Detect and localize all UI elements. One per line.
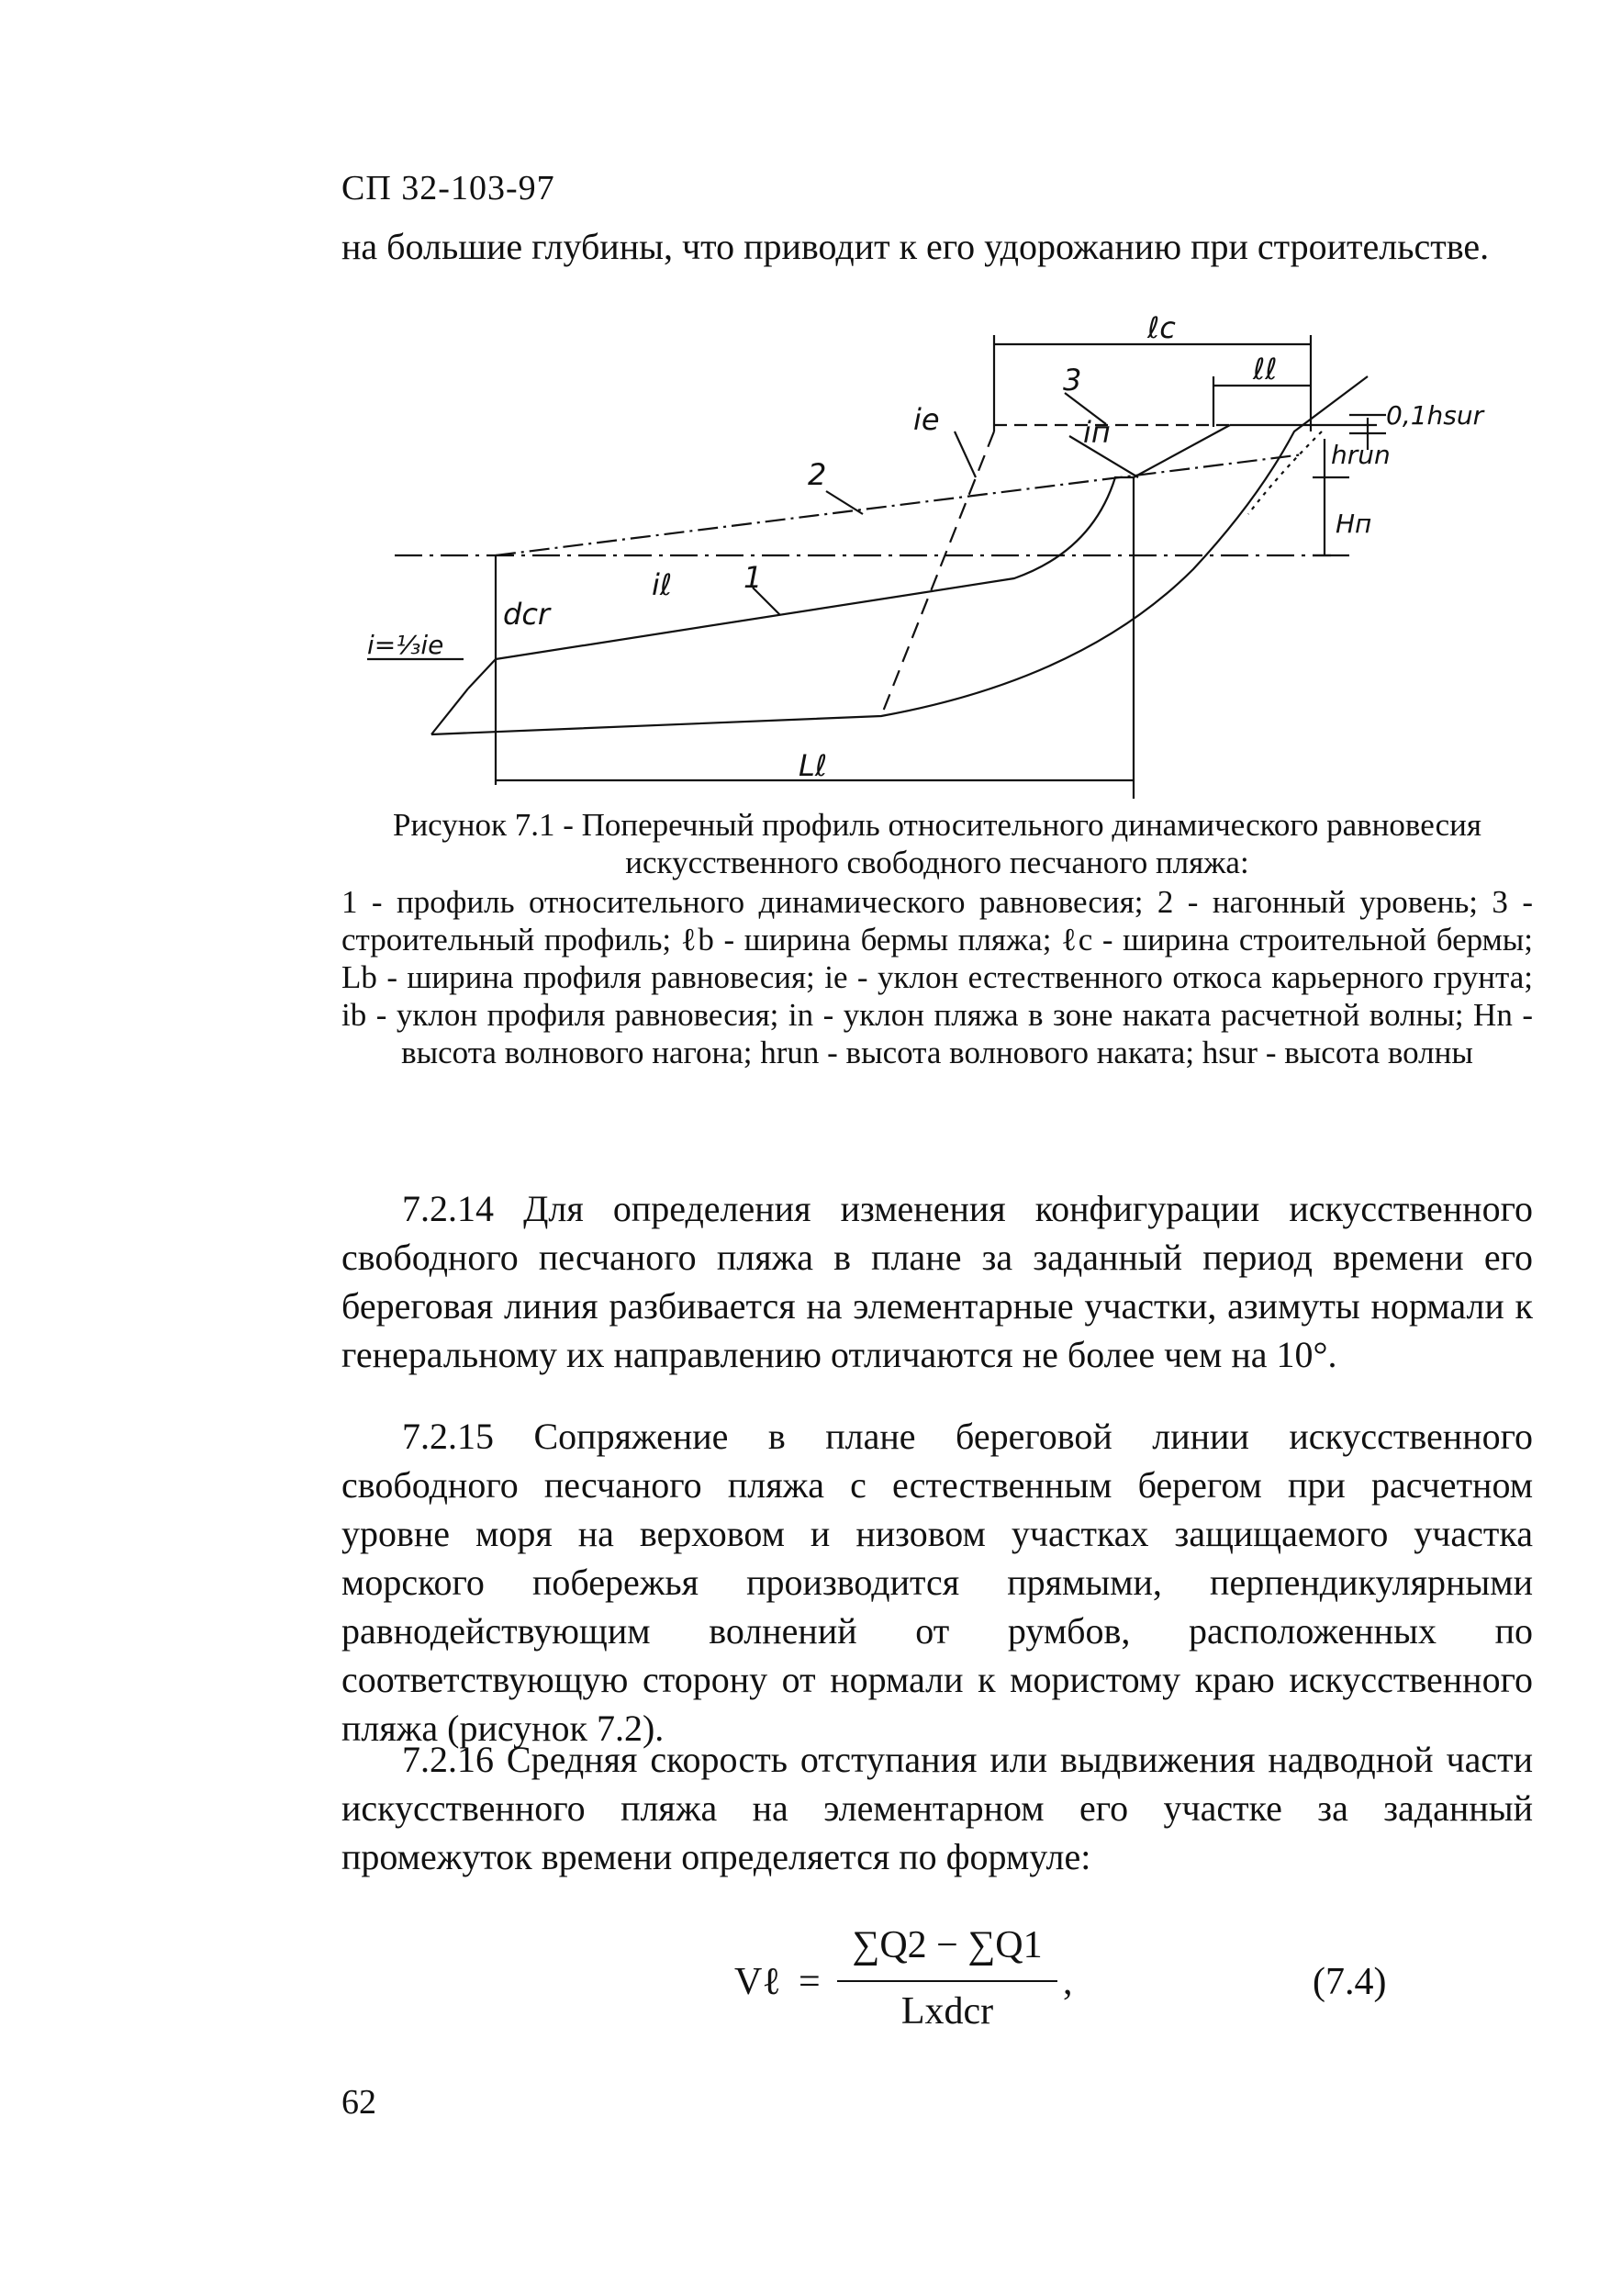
label-hrun: hrun [1331,440,1391,470]
label-1: 1 [743,560,763,595]
surge-level-line [496,454,1303,555]
base-slope-lower [431,689,468,734]
label-ie: iе [913,402,940,437]
page-number: 62 [341,2083,376,2122]
formula-equals: = [799,1961,821,2003]
formula-number: (7.4) [1313,1961,1387,2003]
label-ib: iℓ [652,567,673,602]
label-in: iп [1083,415,1111,450]
document-code: СП 32-103-97 [341,169,555,207]
label2-leader [826,491,863,514]
label-dcr: dcr [503,597,551,632]
seabed-hatch [1248,431,1322,514]
label-Lb: Lℓ [799,748,828,783]
formula-7-4 [734,1923,1469,2061]
figure-caption: Рисунок 7.1 - Поперечный профиль относительного динамического равновесия искусственного свободного песчаного пляжа: [392,807,1481,880]
label-i-base: i=⅓iе [367,630,444,660]
intro-paragraph: на большие глубины, что приводит к его удорожанию при строительстве. [341,226,1490,267]
label-3: 3 [1063,363,1082,398]
base-slope-left [468,659,496,689]
equilibrium-profile [496,477,1134,659]
formula-denominator: Lxdcr [900,1990,994,2033]
label-lc: ℓc [1147,310,1176,345]
paragraph-7-2-15: 7.2.15 Сопряжение в плане береговой линии искусственного свободного песчаного пляжа с естественным берегом при расчетном уровне моря на верховом и низовом участках защищаемого участка морского побережья производится прямыми, перпендикулярными равнодействующим волнений от румбов, расположенных по соответствующую сторону от нормали к мористому краю искусственного пляжа (рисунок 7.2). [341,1416,1533,1749]
ie-leader [955,431,976,477]
fraction-bar [837,1980,1057,1982]
beach-profile-figure [367,310,1560,803]
paragraph-7-2-14: 7.2.14 Для определения изменения конфигурации искусственного свободного песчаного пляжа в плане за заданный период времени его береговая линия разбивается на элементарные участки, азимуты нормали к генеральному их направлению отличаются не более чем на 10°. [341,1188,1533,1375]
figure-legend: 1 - профиль относительного динамического равновесия; 2 - нагонный уровень; 3 - строительный профиль; ℓb - ширина бермы пляжа; ℓc - ширина строительной бермы; Lb - ширина профиля равновесия; ie - уклон естественного откоса карьерного грунта; ib - уклон профиля равновесия; in - уклон пляжа в зоне наката расчетной волны; Hn - высота волнового нагона; hrun - высота волнового наката; hsur - высота волны [341,884,1533,1070]
formula-comma: , [1063,1961,1073,2003]
formula-lhs: Vℓ [734,1961,781,2003]
paragraph-7-2-16: 7.2.16 Средняя скорость отступания или выдвижения надводной части искусственного пляжа на элементарном его участке за заданный промежуток времени определяется по формуле: [341,1739,1533,1877]
label-hsur: 0,1hsur [1386,400,1484,431]
formula-numerator: ∑Q2 − ∑Q1 [852,1924,1043,1966]
label-lb-small: ℓℓ [1253,352,1278,386]
label-2: 2 [808,457,827,492]
label-Hn: Hп [1336,509,1372,539]
natural-slope-dashed [881,431,994,716]
